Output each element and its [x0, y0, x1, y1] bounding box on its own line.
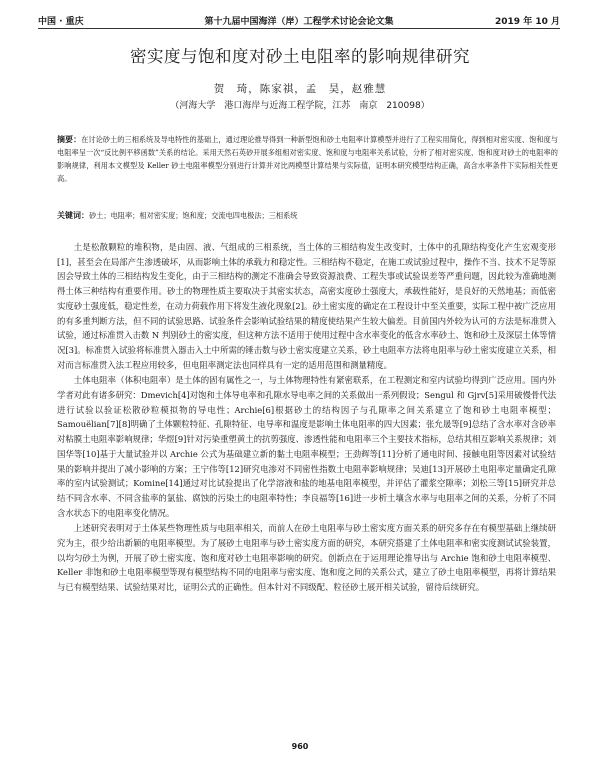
body-paragraph: 土是松散颗粒的堆积物，是由固、液、气组成的三相系统，当土体的三相结构发生改变时，土体中的孔隙结构变化产生宏观变形[1]，甚至会在局部产生渗透破坏，从而影响土体的承载力和稳定性。三相结构不稳定，在施工或试验过程中，操作不当、技术不足等原因会导致土体的三相结构发生变化，由于三相结构的测定不准确会导致资源浪费、工程失事或试验误差等严重问题，因此较为准确地测得土体三种结构有重要作用。砂土的物理性质主要取决于其密实状态，高密实度砂土强度大，承载性能好，是良好的天然地基；而低密实度砂土强度低，稳定性差，在动力荷载作用下将发生液化现象[2]。砂土密实度的确定在工程设计中至关重要，实际工程中被广泛应用的有多重判断方法，但不同的试验思路、试验条件会影响试验结果的精度使结果产生较大偏差。目前国内外较为认可的方法是标准贯入试验，通过标准贯入击数 N 判别砂土的密实度，但这种方法不适用于使用过程中含水率变化的低含水率砂土、饱和砂土及深层土体等情况[3]。标准贯入试验将标准贯入器击入土中所需的锤击数与砂土密实度建立关系，砂土电阻率方法将电阻率与砂土密实度建立关系，相对而言标准贯入法工程应用较多，但电阻率测定法也同样具有一定的适用范围和测量精度。	[57, 242, 556, 370]
abstract-text: 在讨论砂土的三相系统及导电特性的基础上，通过理论推导得到一种新型饱和砂土电阻率计算模型并进行了工程实用简化，得到相对密实度、饱和度与电阻率呈一次“反比例平移函数”关系的结论。采用天然石英砂开展多组相对密实度、饱和度与电阻率关系试验，分析了相对密实度、饱和度对砂土的电阻率的影响规律，利用本文模型及 Keller 砂土电阻率模型分别进行计算并对比两模型计算结果与实际值，证明本研究模型结构正确，高含水率条件下实际相关性更高。	[57, 135, 559, 183]
header-location: 中国 · 重庆	[38, 17, 84, 27]
body-paragraph: 土体电阻率（体积电阻率）是土体的固有属性之一，与土体物理特性有紧密联系，在工程测定和室内试验均得到广泛应用。国内外学者对此有诸多研究：Dmevich[4]对饱和土体导电率和孔隙水导电率之间的关系做出一系列假设；Sengul 和 Gjrv[5]采用破慢骨代法进行试验以验证松散砂粒模拟物的导电性；Archie[6]根据砂土的结构因子与孔隙率之间关系建立了饱和砂土电阻率模型；Samouëlian[7][8]明确了土体颗粒特征、孔隙特征、电导率和温度是影响土体电阻率的四大因素；张允晟等[9]总结了含水率对含砂率对粘膜土电阻率影响规律；华煜[9]针对污染重塑黄土的抗剪强度、渗透性能和电阻率三个主要技术指标，总结其相互影响关系规律；刘国华等[10]基于大量试验并以 Archie 公式为基础建立新的黏土电阻率模型；王劲辉等[11]分析了通电时间、接触电阻等因素对试验结果的影响并提出了减小影响的方案；王宁伟等[12]研究电渗对不同密性指数土电阻率影响规律；吴迪[13]开展砂土电阻率定量确定孔隙率的室内试验测试；Komine[14]通过对比试验提出了化学溶液和盐的地基电阻率模型，并评估了灌浆空隙率；刘松三等[15]研究并总结不同含水率、不同含盐率的氯盐、腐蚀的污染土的电阻率特性；李良福等[16]进一步析土壤含水率与电阻率之间的关系，分析了不同含水状态下的电阻率变化情况。	[57, 375, 556, 518]
affiliation: （河海大学 港口海岸与近海工程学院，江苏 南京 210098）	[170, 101, 430, 111]
abstract-label: 摘要：	[57, 135, 82, 144]
keywords-text: 砂土；电阻率；相对密实度；饱和度；交流电四电极法；三相系统	[89, 211, 298, 220]
header-date: 2019 年 10 月	[495, 17, 560, 27]
body-paragraph: 上述研究表明对于土体某些物理性质与电阻率相关，而前人在砂土电阻率与砂土密实度方面关系的研究多存在有模型基础上继续研究为主，很少给出新颖的电阻率模型。为了展砂土电阻率与砂土密实度方面的研究，本研究搭建了土体电阻率和密实度测试试验装置，以均匀砂土为例，开展了砂土密实度、饱和度对砂土电阻率影响的研究。创新点在于运用理论推导出与 Archie 饱和砂土电阻率模型、Keller 非饱和砂土电阻率模型等现有模型结构不同的电阻率与密实度、饱和度之间的关系公式，建立了砂土电阻率模型，再将计算结果与已有模型结果、试验结果对比，证明公式的正确性。但本针对不同级配、粒径砂土展开相关试验，留待后续研究。	[57, 523, 556, 593]
paper-title: 密实度与饱和度对砂土电阻率的影响规律研究	[130, 47, 470, 66]
running-header	[38, 11, 560, 29]
abstract	[57, 133, 558, 185]
header-proceedings: 第十九届中国海洋（岸）工程学术讨论会论文集	[204, 17, 394, 27]
page-number: 960	[291, 742, 309, 751]
author-list: 贺 琦，陈家祺，孟 昊，赵雅慧	[213, 83, 387, 95]
header-rule	[38, 28, 560, 29]
keywords-label: 关键词：	[57, 211, 89, 220]
body-text	[57, 240, 556, 595]
keywords	[57, 210, 558, 222]
